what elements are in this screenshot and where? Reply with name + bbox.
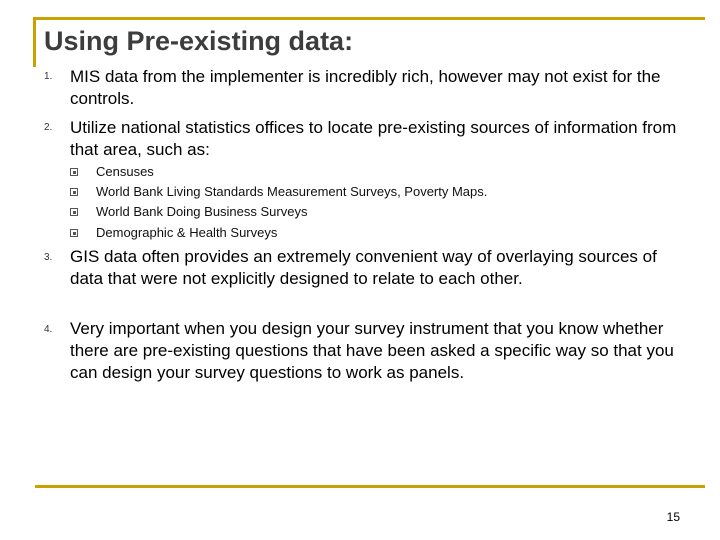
list-item-1: MIS data from the implementer is incredibly rich, however may not exist for the controls. <box>70 67 661 108</box>
sub-item-2: World Bank Living Standards Measurement Surveys, Poverty Maps. <box>96 184 488 199</box>
top-rule <box>33 17 705 20</box>
item-number-2: 2. <box>44 122 53 133</box>
checkbox-bullet-icon <box>70 188 78 196</box>
list-item-4: Very important when you design your survey instrument that you know whether there are pre-existing questions that have been asked a specific way so that you can design your survey questions to work as panels. <box>70 319 674 382</box>
slide-title: Using Pre-existing data: <box>44 26 354 56</box>
page-number: 15 <box>666 510 680 524</box>
item-number-3: 3. <box>44 252 53 263</box>
checkbox-bullet-icon <box>70 168 78 176</box>
item-number-4: 4. <box>44 324 53 335</box>
item-number-1: 1. <box>44 71 53 82</box>
list-item-3: GIS data often provides an extremely convenient way of overlaying sources of data that were not explicitly designed to relate to each other. <box>70 247 657 288</box>
list-item-2: Utilize national statistics offices to locate pre-existing sources of information from that area, such as: <box>70 118 677 159</box>
left-accent-rule <box>33 19 36 67</box>
sub-item-1: Censuses <box>96 164 154 179</box>
sub-item-4: Demographic & Health Surveys <box>96 225 278 240</box>
bottom-rule <box>35 485 705 488</box>
checkbox-bullet-icon <box>70 208 78 216</box>
checkbox-bullet-icon <box>70 229 78 237</box>
sub-item-3: World Bank Doing Business Surveys <box>96 204 308 219</box>
